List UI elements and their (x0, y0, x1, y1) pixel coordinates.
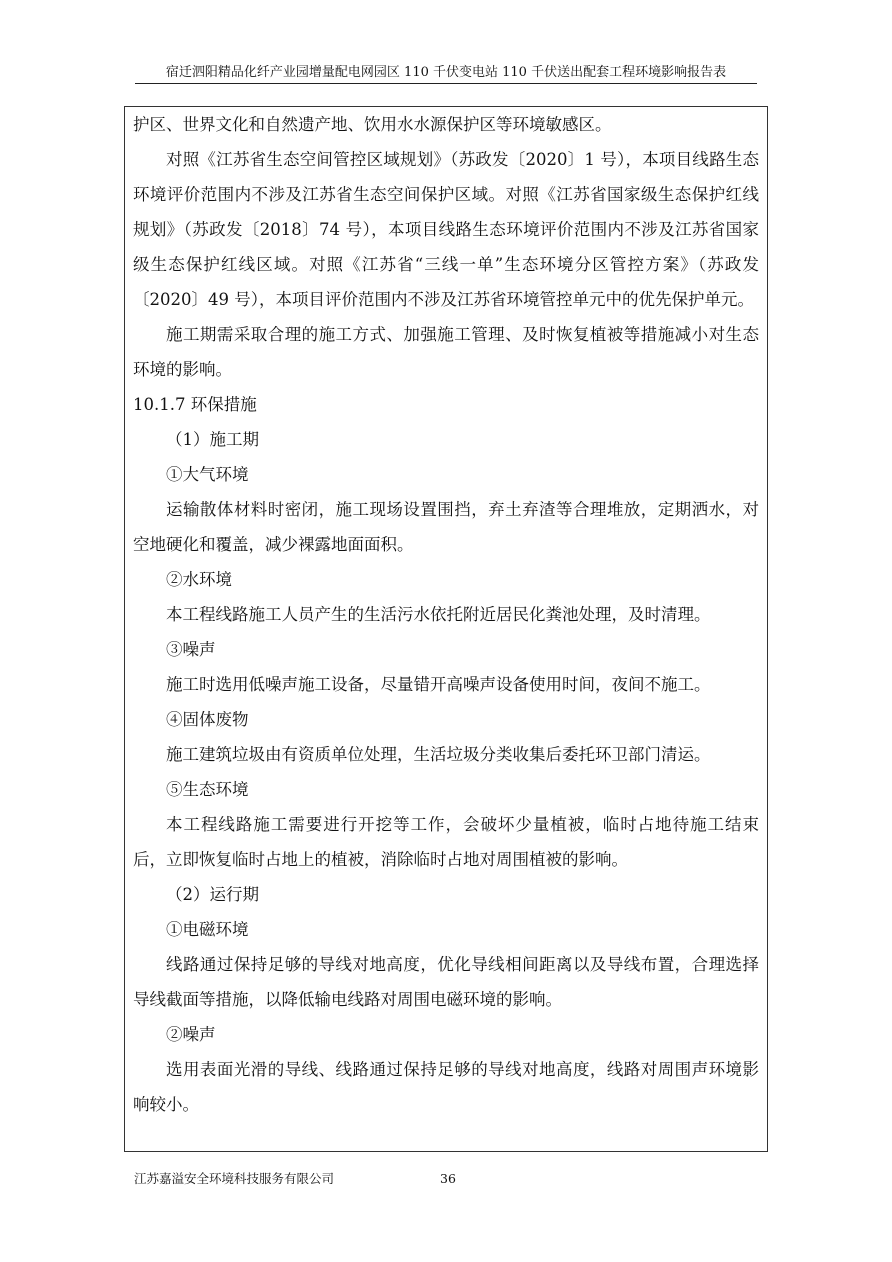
paragraph-noise-construction-measures: 施工时选用低噪声施工设备，尽量错开高噪声设备使用时间，夜间不施工。 (166, 675, 711, 694)
header-rule (135, 83, 757, 84)
content-body (133, 107, 759, 1122)
subheading-electromagnetic-environment: ①电磁环境 (166, 920, 249, 939)
paragraph-noise-operation-measures: 选用表面光滑的导线、线路通过保持足够的导线对地高度，线路对周围声环境影响较小。 (133, 1060, 759, 1114)
subheading-operation-period: （2）运行期 (166, 885, 259, 904)
paragraph-electromagnetic-measures: 线路通过保持足够的导线对地高度，优化导线相间距离以及导线布置，合理选择导线截面等措施，以降低输电线路对周围电磁环境的影响。 (133, 955, 759, 1009)
subheading-solid-waste: ④固体废物 (166, 710, 249, 729)
footer-company-name: 江苏嘉溢安全环境科技服务有限公司 (134, 1171, 335, 1186)
paragraph-air-measures: 运输散体材料时密闭，施工现场设置围挡，弃土弃渣等合理堆放，定期洒水，对空地硬化和覆盖，减少裸露地面面积。 (133, 500, 759, 554)
paragraph-construction-measures: 施工期需采取合理的施工方式、加强施工管理、及时恢复植被等措施减小对生态环境的影响。 (133, 325, 759, 379)
content-frame (124, 106, 768, 1152)
section-heading-environmental-measures: 10.1.7 环保措施 (133, 395, 257, 414)
subheading-water-environment: ②水环境 (166, 570, 232, 589)
subheading-construction-period: （1）施工期 (166, 430, 259, 449)
paragraph-water-measures: 本工程线路施工人员产生的生活污水依托附近居民化粪池处理，及时清理。 (166, 605, 711, 624)
paragraph-ecological-regulations: 对照《江苏省生态空间管控区域规划》（苏政发〔2020〕1 号），本项目线路生态环境评价范围内不涉及江苏省生态空间保护区域。对照《江苏省国家级生态保护红线规划》（苏政发〔2018〕74 号），本项目线路生态环境评价范围内不涉及江苏省国家级生态保护红线区域。对照《江苏省“三线一单”生态环境分区管控方案》（苏政发〔2020〕49 号），本项目评价范围内不涉及江苏省环境管控单元中的优先保护单元。 (133, 150, 759, 309)
subheading-air-environment: ①大气环境 (166, 465, 249, 484)
paragraph-solid-waste-measures: 施工建筑垃圾由有资质单位处理，生活垃圾分类收集后委托环卫部门清运。 (166, 745, 711, 764)
footer-page-number: 36 (440, 1171, 456, 1186)
subheading-ecological-environment: ⑤生态环境 (166, 780, 249, 799)
paragraph-ecological-measures: 本工程线路施工需要进行开挖等工作，会破坏少量植被，临时占地待施工结束后，立即恢复临时占地上的植被，消除临时占地对周围植被的影响。 (133, 815, 759, 869)
paragraph-sensitive-areas: 护区、世界文化和自然遗产地、饮用水水源保护区等环境敏感区。 (133, 115, 612, 134)
subheading-noise-construction: ③噪声 (166, 640, 216, 659)
subheading-noise-operation: ②噪声 (166, 1025, 216, 1044)
page-header-title: 宿迁泗阳精品化纤产业园增量配电网园区 110 千伏变电站 110 千伏送出配套工程环境影响报告表 (165, 65, 727, 80)
